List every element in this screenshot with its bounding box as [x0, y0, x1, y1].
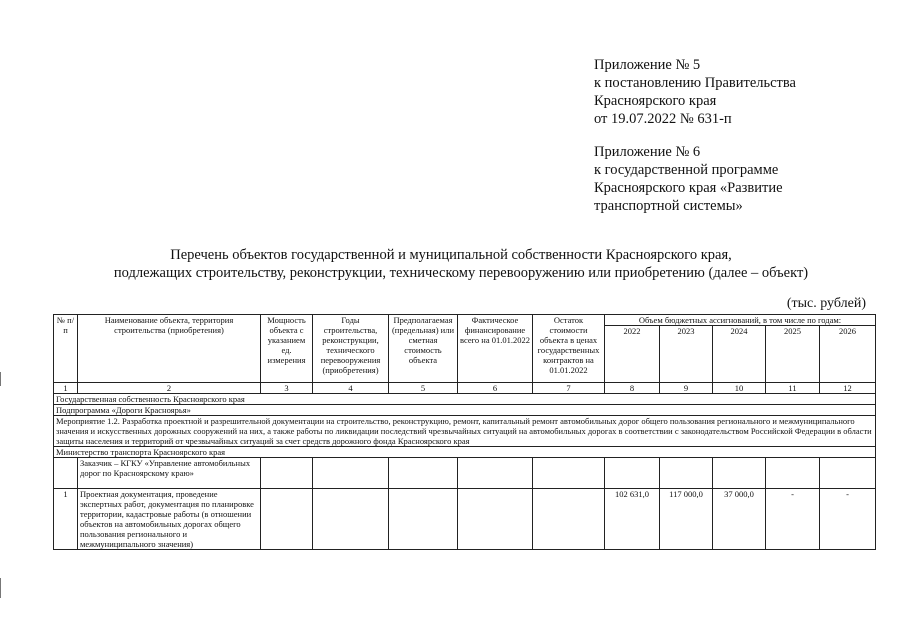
empty-cell — [660, 458, 713, 489]
header-budget: Объем бюджетных ассигнований, в том числе по годам: — [605, 315, 876, 326]
column-number: 5 — [389, 383, 458, 394]
column-number: 6 — [458, 383, 533, 394]
empty-cell — [54, 458, 78, 489]
appendix-line: Приложение № 6 — [594, 144, 701, 160]
empty-cell — [313, 458, 389, 489]
appendix-line: транспортной системы» — [594, 198, 743, 214]
header-remaining-cost: Остаток стоимости объекта в ценах государственных контрактов на 01.01.2022 — [533, 315, 605, 383]
units-label: (тыс. рублей) — [786, 296, 866, 311]
column-number: 3 — [261, 383, 313, 394]
column-number: 1 — [54, 383, 78, 394]
column-number: 7 — [533, 383, 605, 394]
empty-cell — [389, 458, 458, 489]
table-header-row — [54, 315, 876, 326]
table-row — [54, 405, 876, 416]
item-num: 1 — [54, 489, 78, 550]
document-title-line-1: Перечень объектов государственной и муниципальной собственности Красноярского края, — [170, 247, 732, 263]
ownership-row: Государственная собственность Красноярского края — [54, 394, 876, 405]
table-row — [54, 458, 876, 489]
document-title-line-2: подлежащих строительству, реконструкции, техническому перевооружению или приобретению (далее – объект) — [113, 265, 809, 281]
ministry-row: Министерство транспорта Красноярского края — [54, 447, 876, 458]
header-capacity: Мощность объекта с указанием ед. измерения — [261, 315, 313, 383]
appendix-line: от 19.07.2022 № 631-п — [594, 111, 732, 127]
header-years: Годы строительства, реконструкции, технического перевооружения (приобретения) — [313, 315, 389, 383]
empty-cell — [713, 458, 766, 489]
table-row — [54, 447, 876, 458]
header-year-2025: 2025 — [766, 326, 820, 383]
header-num: № п/п — [54, 315, 78, 383]
objects-table — [53, 314, 876, 550]
appendix-line: Красноярского края «Развитие — [594, 180, 783, 196]
header-estimated-cost: Предполагаемая (предельная) или сметная стоимость объекта — [389, 315, 458, 383]
empty-cell — [313, 489, 389, 550]
empty-cell — [820, 458, 876, 489]
item-2026: - — [820, 489, 876, 550]
appendix-line: к постановлению Правительства — [594, 75, 796, 91]
column-numbers-row — [54, 383, 876, 394]
empty-cell — [261, 489, 313, 550]
item-2024: 37 000,0 — [713, 489, 766, 550]
empty-cell — [605, 458, 660, 489]
scan-margin-mark — [0, 372, 1, 386]
empty-cell — [261, 458, 313, 489]
column-number: 11 — [766, 383, 820, 394]
empty-cell — [533, 458, 605, 489]
empty-cell — [458, 458, 533, 489]
header-year-2026: 2026 — [820, 326, 876, 383]
item-2022: 102 631,0 — [605, 489, 660, 550]
scan-margin-mark — [0, 578, 1, 598]
header-year-2024: 2024 — [713, 326, 766, 383]
subprogram-row: Подпрограмма «Дороги Красноярья» — [54, 405, 876, 416]
table-row — [54, 394, 876, 405]
header-actual-financing: Фактическое финансирование всего на 01.01.2022 — [458, 315, 533, 383]
table-row — [54, 489, 876, 550]
appendix-line: Красноярского края — [594, 93, 717, 109]
column-number: 10 — [713, 383, 766, 394]
column-number: 9 — [660, 383, 713, 394]
header-year-2022: 2022 — [605, 326, 660, 383]
appendix-line: к государственной программе — [594, 162, 779, 178]
appendix-5-block — [594, 56, 894, 128]
measure-row: Мероприятие 1.2. Разработка проектной и разрешительной документации на строительство, реконструкцию, ремонт, капитальный ремонт автомобильных дорог общего пользования регионального и межмуниципального значения и искусственных дорожных сооружений на них, а также работы по ликвидации последствий чрезвычайных ситуаций на автомобильных дорогах в соответствии с законодательством Российской Федерации в области защиты населения и территорий от чрезвычайных ситуаций за счет средств дорожного фонда Красноярского края — [54, 416, 876, 447]
table-row — [54, 416, 876, 447]
item-2023: 117 000,0 — [660, 489, 713, 550]
empty-cell — [389, 489, 458, 550]
customer-cell: Заказчик – КГКУ «Управление автомобильных дорог по Красноярскому краю» — [78, 458, 261, 489]
column-number: 8 — [605, 383, 660, 394]
item-name: Проектная документация, проведение экспертных работ, документация по планировке территории, кадастровые работы (в отношении объектов на автомобильных дорогах общего пользования регионального и межмуниципального значения) — [78, 489, 261, 550]
column-number: 2 — [78, 383, 261, 394]
appendix-line: Приложение № 5 — [594, 57, 701, 73]
column-number: 4 — [313, 383, 389, 394]
header-year-2023: 2023 — [660, 326, 713, 383]
header-name: Наименование объекта, территория строительства (приобретения) — [78, 315, 261, 383]
empty-cell — [458, 489, 533, 550]
empty-cell — [533, 489, 605, 550]
item-2025: - — [766, 489, 820, 550]
appendix-6-block — [594, 143, 894, 215]
empty-cell — [766, 458, 820, 489]
column-number: 12 — [820, 383, 876, 394]
